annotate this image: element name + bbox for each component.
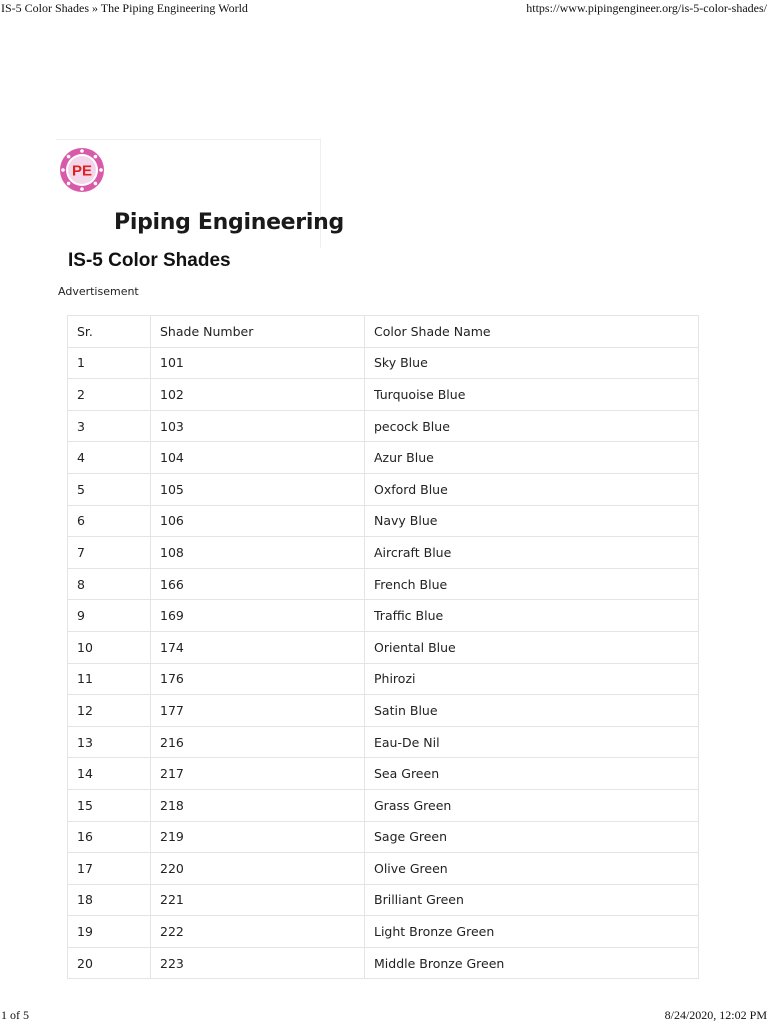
cell-shade-number: 217 bbox=[151, 758, 365, 790]
table-row bbox=[68, 789, 699, 821]
cell-color-shade-name: Light Bronze Green bbox=[365, 916, 699, 948]
table-body bbox=[68, 347, 699, 979]
table-row bbox=[68, 379, 699, 411]
table-row bbox=[68, 853, 699, 885]
cell-color-shade-name: pecock Blue bbox=[365, 410, 699, 442]
cell-color-shade-name: Azur Blue bbox=[365, 442, 699, 474]
cell-color-shade-name: Oxford Blue bbox=[365, 473, 699, 505]
cell-shade-number: 105 bbox=[151, 473, 365, 505]
cell-shade-number: 103 bbox=[151, 410, 365, 442]
table-row bbox=[68, 410, 699, 442]
cell-shade-number: 106 bbox=[151, 505, 365, 537]
cell-sr: 9 bbox=[68, 600, 151, 632]
table-row bbox=[68, 726, 699, 758]
table-row bbox=[68, 695, 699, 727]
table-row bbox=[68, 884, 699, 916]
cell-sr: 12 bbox=[68, 695, 151, 727]
cell-sr: 19 bbox=[68, 916, 151, 948]
cell-color-shade-name: Sea Green bbox=[365, 758, 699, 790]
cell-sr: 10 bbox=[68, 631, 151, 663]
page-counter: 1 of 5 bbox=[1, 1008, 29, 1022]
advertisement-label: Advertisement bbox=[58, 285, 139, 298]
cell-shade-number: 220 bbox=[151, 853, 365, 885]
cell-color-shade-name: Grass Green bbox=[365, 789, 699, 821]
cell-sr: 1 bbox=[68, 347, 151, 379]
cell-color-shade-name: Aircraft Blue bbox=[365, 537, 699, 569]
cell-sr: 3 bbox=[68, 410, 151, 442]
cell-sr: 13 bbox=[68, 726, 151, 758]
table-row bbox=[68, 916, 699, 948]
cell-sr: 14 bbox=[68, 758, 151, 790]
table-row bbox=[68, 442, 699, 474]
print-datetime: 8/24/2020, 12:02 PM bbox=[664, 1008, 767, 1022]
table-row bbox=[68, 568, 699, 600]
table-row bbox=[68, 347, 699, 379]
cell-sr: 20 bbox=[68, 947, 151, 979]
cell-color-shade-name: Turquoise Blue bbox=[365, 379, 699, 411]
pe-logo-icon bbox=[58, 146, 106, 194]
cell-sr: 7 bbox=[68, 537, 151, 569]
site-name: Piping Engineering bbox=[114, 210, 344, 235]
table-row bbox=[68, 821, 699, 853]
cell-sr: 4 bbox=[68, 442, 151, 474]
cell-shade-number: 166 bbox=[151, 568, 365, 600]
cell-color-shade-name: Brilliant Green bbox=[365, 884, 699, 916]
table-row bbox=[68, 631, 699, 663]
table-row bbox=[68, 473, 699, 505]
cell-sr: 5 bbox=[68, 473, 151, 505]
cell-color-shade-name: Olive Green bbox=[365, 853, 699, 885]
header-color-shade-name: Color Shade Name bbox=[365, 316, 699, 348]
cell-shade-number: 216 bbox=[151, 726, 365, 758]
cell-color-shade-name: Eau-De Nil bbox=[365, 726, 699, 758]
cell-shade-number: 177 bbox=[151, 695, 365, 727]
print-header-url: https://www.pipingengineer.org/is-5-color-shades/ bbox=[526, 1, 767, 15]
cell-shade-number: 102 bbox=[151, 379, 365, 411]
cell-shade-number: 169 bbox=[151, 600, 365, 632]
table-row bbox=[68, 947, 699, 979]
color-shades-table bbox=[67, 315, 699, 979]
cell-sr: 2 bbox=[68, 379, 151, 411]
table-row bbox=[68, 600, 699, 632]
cell-sr: 15 bbox=[68, 789, 151, 821]
table-row bbox=[68, 505, 699, 537]
cell-shade-number: 223 bbox=[151, 947, 365, 979]
cell-shade-number: 108 bbox=[151, 537, 365, 569]
page-title: IS-5 Color Shades bbox=[68, 250, 231, 271]
cell-sr: 18 bbox=[68, 884, 151, 916]
cell-shade-number: 174 bbox=[151, 631, 365, 663]
table-row bbox=[68, 537, 699, 569]
print-header bbox=[0, 0, 768, 16]
cell-shade-number: 222 bbox=[151, 916, 365, 948]
print-header-title: IS-5 Color Shades » The Piping Engineering World bbox=[1, 1, 248, 15]
cell-sr: 8 bbox=[68, 568, 151, 600]
cell-shade-number: 219 bbox=[151, 821, 365, 853]
cell-color-shade-name: Phirozi bbox=[365, 663, 699, 695]
cell-shade-number: 218 bbox=[151, 789, 365, 821]
cell-sr: 11 bbox=[68, 663, 151, 695]
table-row bbox=[68, 663, 699, 695]
cell-sr: 16 bbox=[68, 821, 151, 853]
cell-color-shade-name: Oriental Blue bbox=[365, 631, 699, 663]
cell-color-shade-name: Sky Blue bbox=[365, 347, 699, 379]
cell-color-shade-name: Navy Blue bbox=[365, 505, 699, 537]
header-shade-number: Shade Number bbox=[151, 316, 365, 348]
cell-color-shade-name: Sage Green bbox=[365, 821, 699, 853]
logo-mark-text: PE bbox=[71, 162, 93, 180]
table-row bbox=[68, 758, 699, 790]
cell-shade-number: 221 bbox=[151, 884, 365, 916]
cell-sr: 17 bbox=[68, 853, 151, 885]
cell-color-shade-name: Traffic Blue bbox=[365, 600, 699, 632]
cell-shade-number: 101 bbox=[151, 347, 365, 379]
table-header-row bbox=[68, 316, 699, 348]
cell-shade-number: 104 bbox=[151, 442, 365, 474]
header-sr: Sr. bbox=[68, 316, 151, 348]
cell-color-shade-name: Middle Bronze Green bbox=[365, 947, 699, 979]
print-footer bbox=[0, 1008, 768, 1024]
cell-sr: 6 bbox=[68, 505, 151, 537]
cell-color-shade-name: French Blue bbox=[365, 568, 699, 600]
cell-color-shade-name: Satin Blue bbox=[365, 695, 699, 727]
cell-shade-number: 176 bbox=[151, 663, 365, 695]
site-logo[interactable] bbox=[56, 139, 344, 248]
